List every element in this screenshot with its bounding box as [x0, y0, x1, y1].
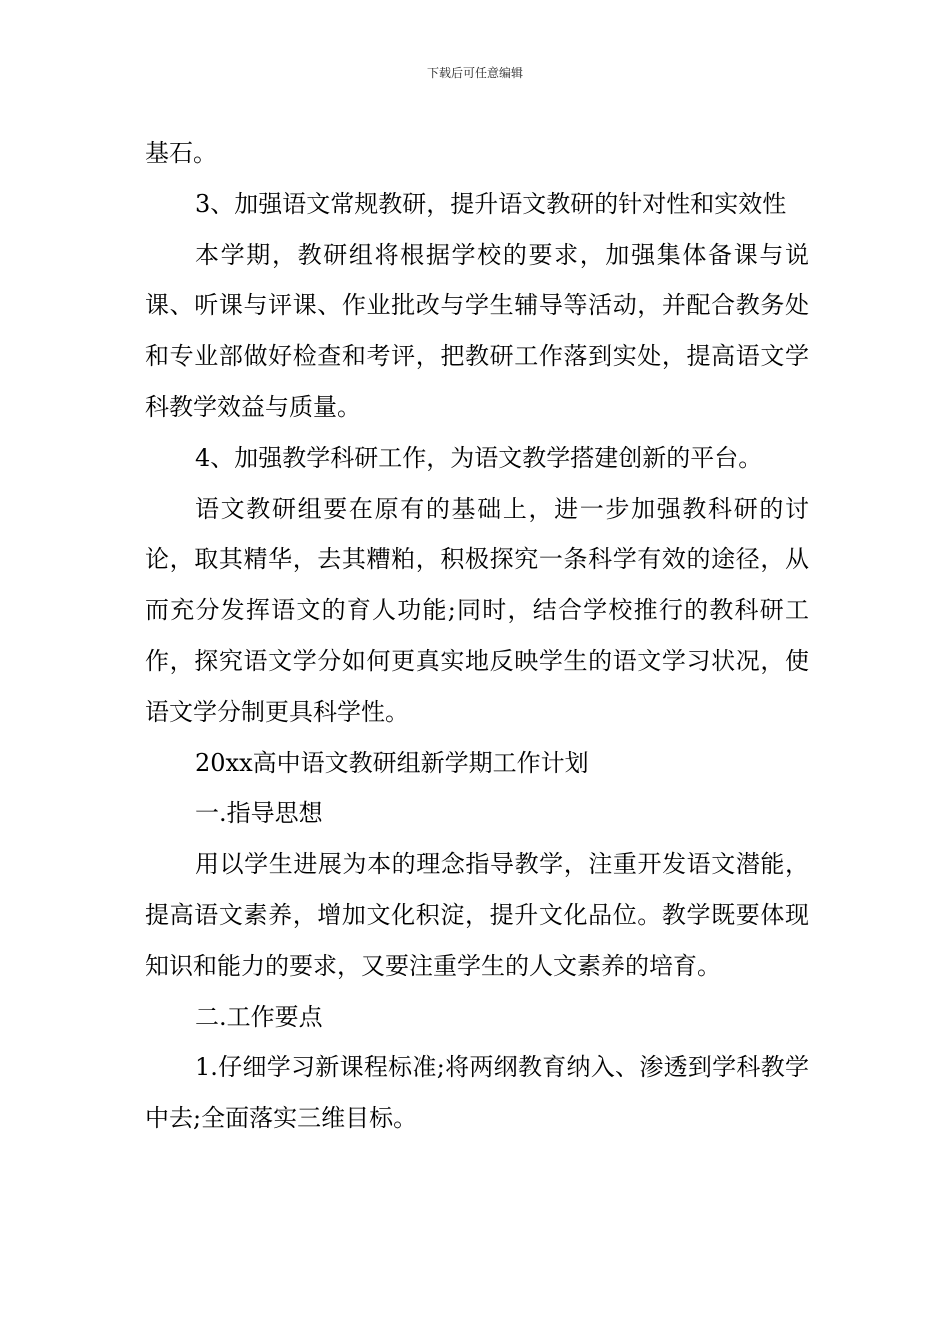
section-heading: 一.指导思想 — [195, 799, 323, 828]
paragraph: 3、加强语文常规教研，提升语文教研的针对性和实效性 — [195, 189, 787, 218]
page-header: 下载后可任意编辑 — [426, 66, 523, 80]
paragraph: 语文教研组要在原有的基础上，进一步加强教科研的讨论，取其精华，去其糟粕，积极探究一条科学有效的途径，从而充分发挥语文的育人功能;同时，结合学校推行的教科研工作，探究语文学分如何更真实地反映学生的语文学习状况，使语文学分制更具科学性。 — [145, 494, 809, 726]
paragraph: 4、加强教学科研工作，为语文教学搭建创新的平台。 — [195, 443, 763, 472]
section-heading: 二.工作要点 — [195, 1002, 323, 1031]
paragraph: 本学期，教研组将根据学校的要求，加强集体备课与说课、听课与评课、作业批改与学生辅导等活动，并配合教务处和专业部做好检查和考评，把教研工作落到实处，提高语文学科教学效益与质量。 — [145, 240, 809, 421]
paragraph: 1.仔细学习新课程标准;将两纲教育纳入、渗透到学科教学中去;全面落实三维目标。 — [145, 1053, 809, 1133]
section-title: 20xx高中语文教研组新学期工作计划 — [195, 748, 589, 777]
paragraph: 用以学生进展为本的理念指导教学，注重开发语文潜能，提高语文素养，增加文化积淀，提升文化品位。教学既要体现知识和能力的要求，又要注重学生的人文素养的培育。 — [145, 850, 809, 980]
document-body — [145, 128, 809, 1144]
paragraph: 基石。 — [145, 139, 217, 167]
